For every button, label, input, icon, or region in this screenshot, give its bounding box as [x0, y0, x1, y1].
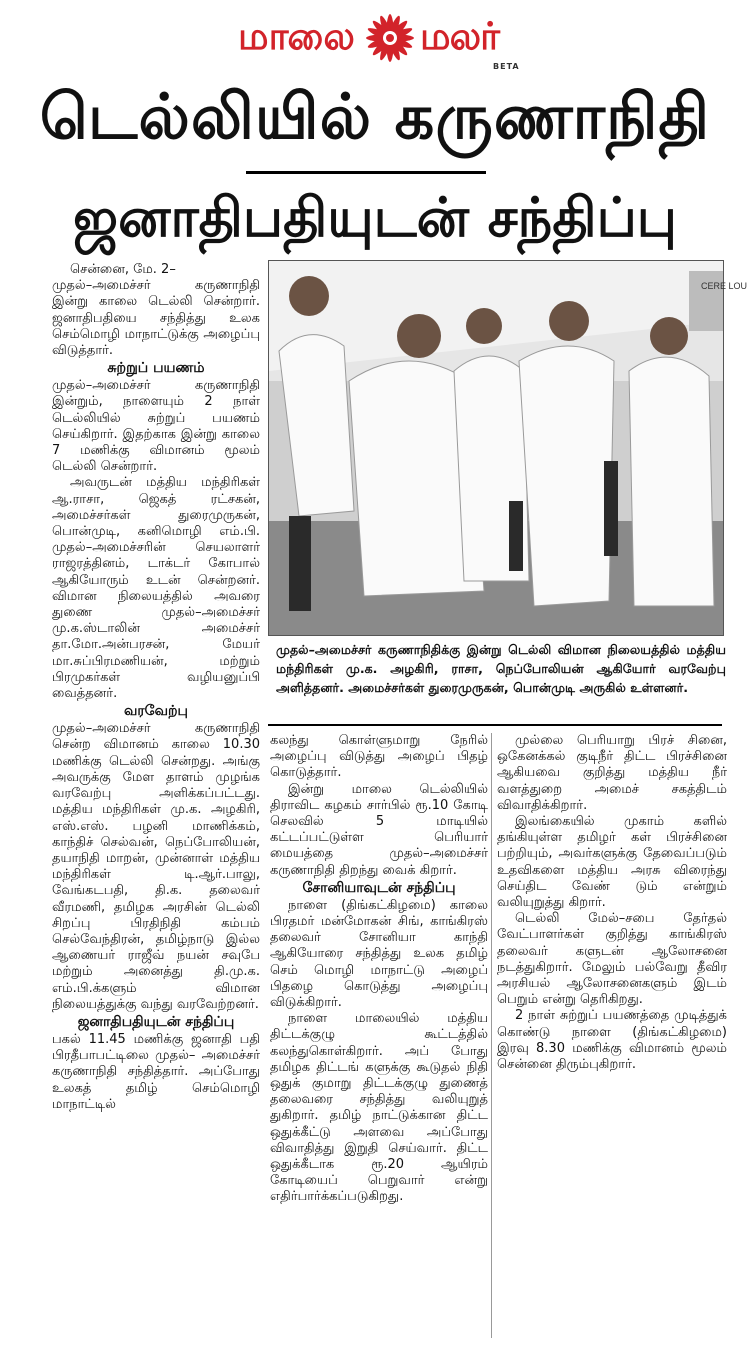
sign-text: CERE LOU — [701, 281, 748, 291]
headline-line-2: ஜனாதிபதியுடன் சந்திப்பு — [73, 186, 677, 249]
dateline: சென்னை, மே. 2– — [70, 262, 176, 277]
subheading: சோனியாவுடன் சந்திப்பு — [302, 879, 456, 896]
headline-divider — [246, 171, 486, 174]
logo-left-word: மாலை — [238, 14, 354, 58]
article-paragraph: அவருடன் மத்திய மந்திரிகள் ஆ.ராசா, ஜெகத் ரட்சகன், அமைச்சர்கள் துரைமுருகன், பொன்முடி, கனிமொழி எம்.பி. முதல்–அமைச்சரின் செயலாளர் ராஜரத்தினம், டாக்டர் கோபால் ஆகியோரும் உடன் சென்றனர். விமான நிலையத்தில் அவரை துணை முதல்–அமைச்சர் மு.க.ஸ்டாலின் அமைச்சர் தா.மோ.அன்பரசன், மேயர் மா.சுப்பிரமணியன், மற்றும் பிரமுகர்கள் வழியனுப்பி வைத்தனர். — [52, 475, 260, 702]
article-paragraph: 2 நாள் சுற்றுப் பயணத்தை முடித்துக் கொண்டு நாளை (திங்கட்கிழமை) இரவு 8.30 மணிக்கு விமானம் மூலம் சென்னை திரும்புகிறார். — [497, 1008, 727, 1073]
article-paragraph: நாளை மாலையில் மத்திய திட்டக்குழு கூட்டத்தில் கலந்துகொள்கிறார். அப் போது தமிழக திட்டங் களுக்கு கூடுதல் நிதி ஒதுக் குமாறு திட்டக்குழு துணைத் தலைவரை சந்தித்து வலியுறுத் துகிறார். தமிழ் நாட்டுக்கான திட்ட ஒதுக்கீட்டு அளவை அப்போது விவாதித்து இறுதி செய்வார். திட்ட ஒதுக்கீடாக ரூ.20 ஆயிரம் கோடியைப் பெறுவார் என்று எதிர்பார்க்கப்படுகிறது. — [270, 1011, 488, 1205]
article-paragraph: முதல்–அமைச்சர் கருணாநிதி இன்று காலை டெல்லி சென்றார். ஜனாதிபதியை சந்தித்து உலக செம்மொழி மாநாட்டுக்கு அழைப்பு விடுத்தார். — [52, 278, 260, 359]
article-paragraph: இலங்கையில் முகாம் களில் தங்கியுள்ள தமிழர் கள் பிரச்சினை பற்றியும், அவர்களுக்கு தேவைப்படும் உதவிகளை மத்திய அரசு விரைந்து செய்திட வேண் டும் என்றும் வலியுறுத்து கிறார். — [497, 814, 727, 911]
article-paragraph: முதல்–அமைச்சர் கருணாநிதி சென்ற விமானம் காலை 10.30 மணிக்கு டெல்லி சென்றது. அங்கு அவருக்கு மேள தாளம் முழங்க வரவேற்பு அளிக்கப்பட்டது. மத்திய மந்திரிகள் மு.க. அழகிரி, எஸ்.எஸ். பழனி மாணிக்கம், காந்திச் செல்வன், நெப்போலியன், தயாநிதி மாறன், முன்னாள் மத்திய மந்திரிகள் டி.ஆர்.பாலு, வேங்கடபதி, தி.க. தலைவர் வீரமணி, தமிழக அரசின் டெல்லி சிறப்பு பிரதிநிதி கம்பம் செல்வேந்திரன், தமிழ்நாடு இல்ல ஆணையர் ராஜீவ் நயன் சவுபே மற்றும் அனைத்து தி.மு.க. எம்.பி.க்களும் விமான நிலையத்துக்கு வந்து வரவேற்றனர். — [52, 721, 260, 1012]
logo-right-word: மலர் — [420, 14, 499, 58]
article-paragraph: நாளை (திங்கட்கிழமை) காலை பிரதமர் மன்மோகன் சிங், காங்கிரஸ் தலைவர் சோனியா காந்தி ஆகியோரை சந்தித்து உலக தமிழ் செம் மொழி மாநாட்டு அழைப் பிதழை கொடுத்து அழைப்பு விடுக்கிறார். — [270, 897, 488, 1011]
news-photo-image — [269, 261, 748, 635]
article-paragraph: பகல் 11.45 மணிக்கு ஜனாதி பதி பிரதீபாபட்டிலை முதல்– அமைச்சர் கருணாநிதி சந்தித்தார். அப்போது உலகத் தமிழ் செம்மொழி மாநாட்டில் — [52, 1031, 260, 1112]
column-divider — [491, 733, 492, 1338]
subheading: ஜனாதிபதியுடன் சந்திப்பு — [77, 1013, 235, 1030]
flower-logo-icon — [362, 10, 418, 66]
article-paragraph: இன்று மாலை டெல்லியில் திராவிட கழகம் சார்பில் ரூ.10 கோடி செலவில் 5 மாடியில் கட்டப்பட்டுள்ள பெரியார் மையத்தை முதல்–அமைச்சர் கருணாநிதி திறந்து வைக் கிறார். — [270, 781, 488, 878]
article-paragraph: முல்லை பெரியாறு பிரச் சினை, ஒகேனக்கல் குடிநீர் திட்ட பிரச்சினை ஆகியவை குறித்து மத்திய நீர் வளத்துறை அமைச் சகத்திடம் விவாதிக்கிறார். — [497, 733, 727, 813]
headline-line-1: டெல்லியில் கருணாநிதி — [39, 80, 711, 153]
subheading: வரவேற்பு — [124, 703, 188, 720]
masthead — [0, 8, 750, 70]
article-paragraph: கலந்து கொள்ளுமாறு நேரில் அழைப்பு விடுத்து அழைப் பிதழ் கொடுத்தார். — [270, 733, 488, 781]
beta-label: BETA — [493, 62, 520, 71]
news-photo — [268, 260, 748, 636]
caption-divider — [268, 724, 722, 726]
subheading: சுற்றுப் பயணம் — [107, 360, 205, 377]
article-paragraph: டெல்லி மேல்–சபை தேர்தல் வேட்பாளர்கள் குறித்து காங்கிரஸ் தலைவர் களுடன் ஆலோசனை நடத்துகிறார். மேலும் பல்வேறு தீவிர அரசியல் ஆலோசனைகளும் இடம் பெறும் என்று தெரிகிறது. — [497, 911, 727, 1008]
article-column-3 — [497, 733, 727, 1073]
article-paragraph: முதல்–அமைச்சர் கருணாநிதி இன்றும், நாளையும் 2 நாள் டெல்லியில் சுற்றுப் பயணம் செய்கிறார். இதற்காக இன்று காலை 7 மணிக்கு விமானம் மூலம் டெல்லி சென்றார். — [52, 378, 260, 475]
photo-caption: முதல்–அமைச்சர் கருணாநிதிக்கு இன்று டெல்லி விமான நிலையத்தில் மத்திய மந்திரிகள் மு.க. அழகிரி, ராசா, நெப்போலியன் ஆகியோர் வரவேற்பு அளித்தனர். அமைச்சர்கள் துரைமுருகன், பொன்முடி அருகில் உள்ளனர். — [276, 642, 726, 695]
article-column-1 — [52, 262, 260, 1113]
article-column-2 — [270, 733, 488, 1206]
